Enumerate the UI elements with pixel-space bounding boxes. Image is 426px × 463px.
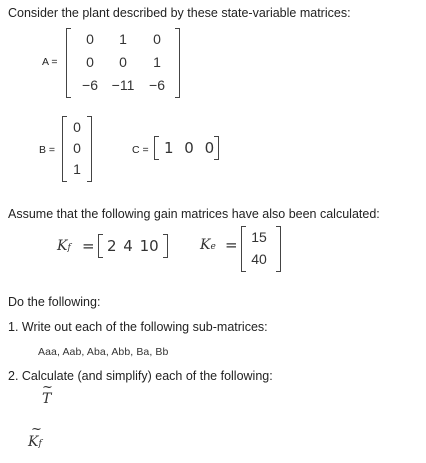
matrix-c-right-bracket	[214, 136, 219, 160]
kf-right-bracket	[163, 234, 168, 258]
kf-values: 2 4 10	[107, 237, 159, 255]
matrix-b-label: B =	[39, 144, 56, 156]
matrix-a-cell: −6	[149, 77, 165, 93]
ke-subscript: e	[210, 242, 216, 252]
ke-letter: K	[200, 237, 211, 253]
ke-symbol	[200, 237, 216, 253]
kf-tilde-letter: K	[28, 434, 39, 450]
kf-tilde-mark: ~	[31, 422, 42, 437]
kf-left-bracket	[98, 234, 103, 258]
matrix-a-cell: 0	[86, 31, 94, 47]
matrix-a-right-bracket	[175, 28, 180, 98]
do-following-heading: Do the following:	[8, 295, 101, 309]
matrix-a-cell: 0	[86, 54, 94, 70]
assume-text: Assume that the following gain matrices have also been calculated:	[8, 207, 380, 221]
submatrices-list: Aaa, Aab, Aba, Abb, Ba, Bb	[38, 346, 169, 358]
matrix-c-label: C =	[132, 144, 149, 156]
ke-cell: 40	[251, 251, 267, 267]
matrix-b-cell: 1	[73, 161, 81, 177]
ke-equals: =	[225, 236, 238, 254]
matrix-a-cell: 1	[119, 31, 127, 47]
kf-equals: =	[82, 237, 95, 255]
matrix-a-cell: 0	[119, 54, 127, 70]
matrix-a-cell: 1	[153, 54, 161, 70]
ke-right-bracket	[276, 226, 281, 272]
ke-cell: 15	[251, 229, 267, 245]
kf-tilde-subscript: f	[38, 439, 42, 449]
matrix-a-cell: 0	[153, 31, 161, 47]
matrix-a-left-bracket	[66, 28, 71, 98]
t-tilde-symbol: T	[42, 391, 52, 407]
matrix-a-label: A =	[42, 56, 58, 68]
item-1-text: 1. Write out each of the following sub-matrices:	[8, 320, 268, 334]
t-tilde-mark: ~	[42, 380, 53, 395]
intro-text: Consider the plant described by these state-variable matrices:	[8, 6, 351, 20]
matrix-b-cell: 0	[73, 119, 81, 135]
matrix-a-cell: −6	[82, 77, 98, 93]
matrix-c-values: 1 0 0	[164, 139, 218, 157]
matrix-a-cell: −11	[111, 77, 135, 93]
kf-tilde-symbol	[28, 434, 42, 450]
matrix-c-left-bracket	[154, 136, 159, 160]
matrix-b-cell: 0	[73, 140, 81, 156]
kf-letter: K	[57, 238, 68, 254]
kf-symbol	[57, 238, 71, 254]
kf-subscript: f	[67, 243, 71, 253]
item-2-text: 2. Calculate (and simplify) each of the following:	[8, 369, 273, 383]
